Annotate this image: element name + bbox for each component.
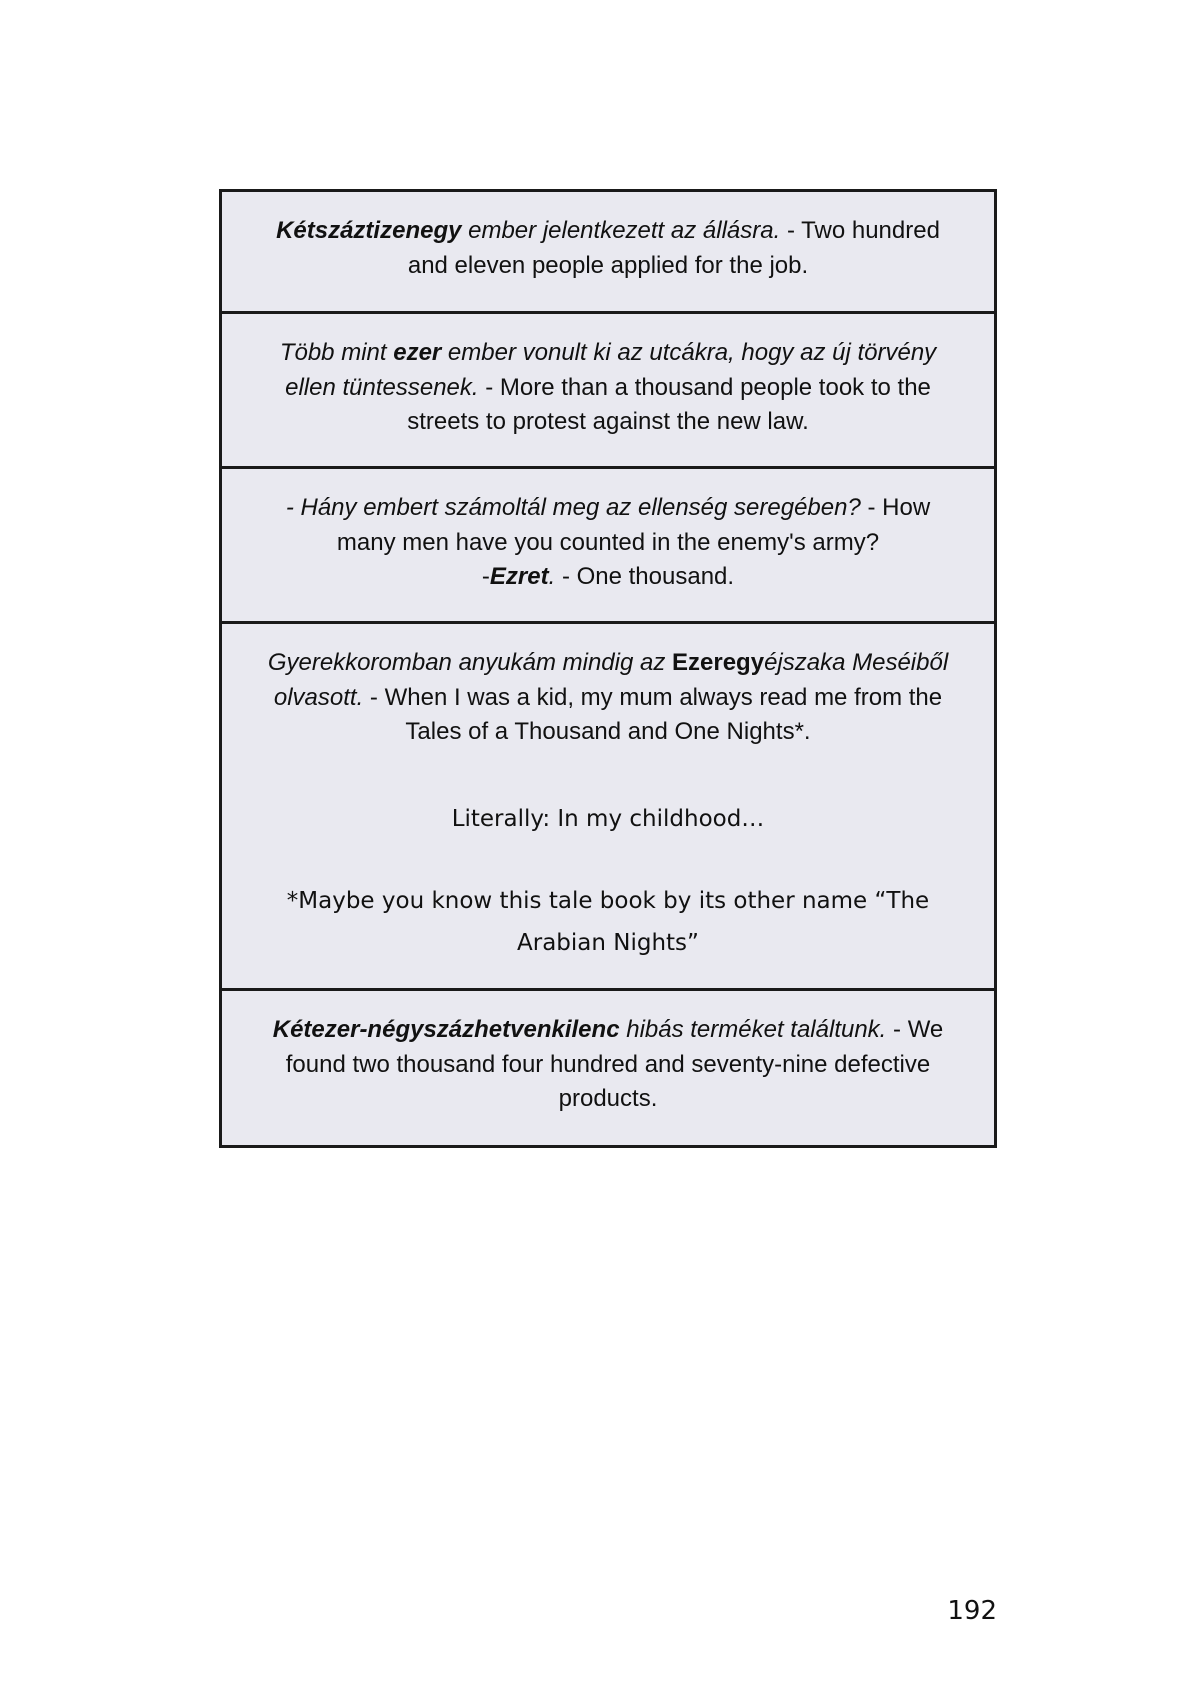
page-number: 192 — [947, 1596, 997, 1626]
hungarian-sentence-start: Gyerekkoromban anyukám mindig az — [267, 649, 673, 676]
hungarian-sentence: ember vonult ki az utcákra, hogy az új törvény ellen tüntessenek. — [285, 339, 937, 401]
answer-dash: - — [481, 563, 490, 590]
hungarian-sentence: ember jelentkezett az állásra. — [461, 217, 781, 244]
dialogue-answer — [256, 560, 960, 595]
hungarian-number-word: Kétszáztizenegy — [276, 217, 462, 244]
footnote: *Maybe you know this tale book by its other name “The Arabian Nights” — [286, 887, 930, 956]
hungarian-sentence: éjszaka Meséiből olvasott. — [273, 649, 949, 711]
table-row — [222, 469, 994, 624]
english-translation: - Two hundred and eleven people applied for the job. — [407, 217, 940, 279]
hungarian-question: - Hány embert számoltál meg az ellenség seregében? — [285, 494, 861, 521]
english-translation: - When I was a kid, my mum always read me from the Tales of a Thousand and One Nights*. — [363, 683, 943, 745]
literal-translation-note: Literally: In my childhood… — [451, 805, 765, 832]
hungarian-number-word: Kétezer-négyszázhetvenkilenc — [272, 1016, 620, 1043]
english-translation: - More than a thousand people took to the streets to protest against the new law. — [407, 373, 931, 435]
hungarian-number-word: Ezret — [489, 563, 549, 590]
english-translation: - We found two thousand four hundred and seventy-nine defective products. — [285, 1016, 944, 1112]
vocabulary-table — [219, 189, 997, 1148]
table-row — [222, 991, 994, 1145]
english-question: - How many men have you counted in the enemy's army? — [336, 494, 931, 556]
hungarian-number-word: ezer — [393, 339, 442, 366]
answer-period: . — [548, 563, 556, 590]
example-sentence — [256, 646, 960, 750]
english-answer: - One thousand. — [555, 563, 735, 590]
dialogue-question — [256, 491, 960, 560]
table-row — [222, 192, 994, 314]
hungarian-number-word: Ezeregy — [672, 649, 765, 676]
hungarian-sentence-start: Több mint — [279, 339, 394, 366]
hungarian-sentence: hibás terméket találtunk. — [619, 1016, 887, 1043]
table-row — [222, 314, 994, 469]
table-row — [222, 624, 994, 991]
